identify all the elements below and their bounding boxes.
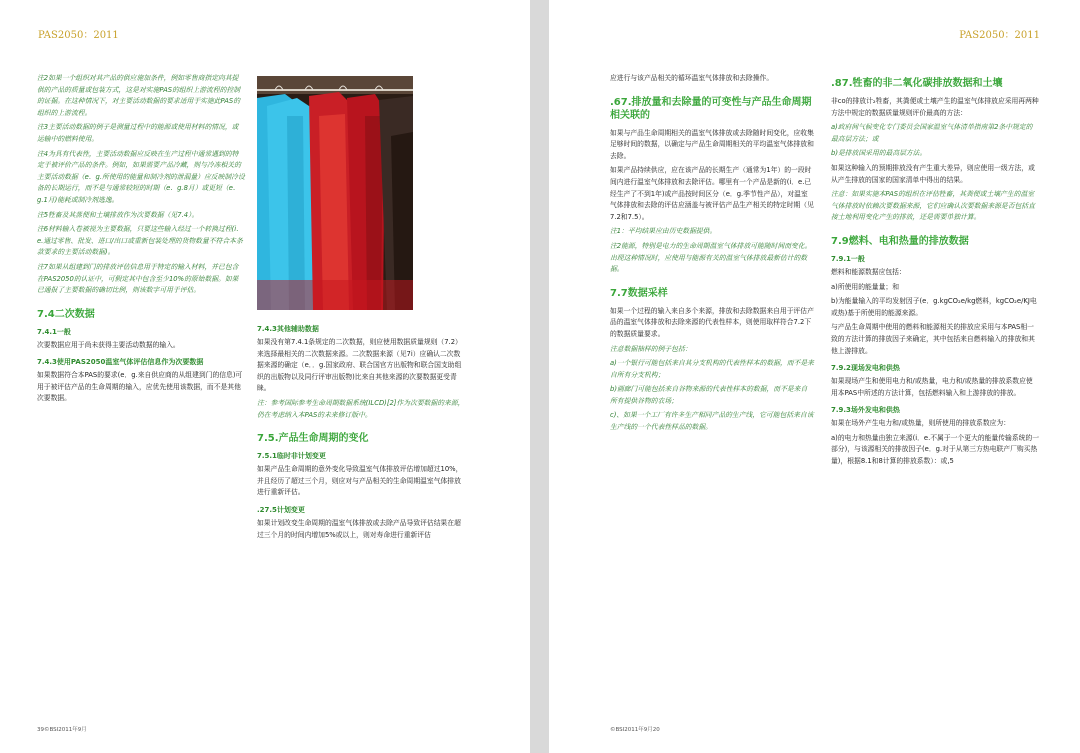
running-header: PAS2050：2011 xyxy=(38,30,119,41)
paragraph-7-4-4: 如果没有第7.4.1条规定的二次数据，则应使用数据质量规则（7.2）来选择最相关的二次数据来源。二次数据来源（见7i）应确认二次数据来源的确定（e．．g.国家政府、联合国官方出版物和联合国支助组织的出版物以及同行评审出版物)比来自其他来源的次要数据更受青睐。 xyxy=(257,338,462,393)
section-heading-7-4: 7.4二次数据 xyxy=(37,308,95,320)
note-livestock: 注意：如果实施本PAS的组织在评估牲畜，其粪便或土壤产生的温室气体排放时依赖次要数据来源，它们应确认次要数据来源是否包括直接土地利用变化产生的排放，还是需要单独计算。 xyxy=(831,190,1035,222)
list-item: b)是排放国采用的最高层方法。 xyxy=(831,149,927,158)
note-7: 注7如果从组建到门的排放评估信息用于特定的输入材料，并已包含在PAS2050的认证中，可假定其中包含至少10%的原始数据。如果已通报了主要数据的确切比例，则该数字可用于评估。 xyxy=(37,262,239,295)
paragraph-7-9-2: 如果现场产生和使用电力和/或热量，电力和/或热量的排放系数应使用本PAS中所述的方法计算，包括燃料输入和上游排放的排放。 xyxy=(831,377,1033,397)
note-ilcd: 注：参考国际参考生命周期数据系统(ILCD)[2]作为次要数据的来源，仍在考虑纳入本PAS的未来修订版中。 xyxy=(257,398,465,419)
paragraph-7-5-1: 如果产品生命周期的意外变化导致温室气体排放评估增加超过10%，并且经历了超过三个月，则应对与产品相关的生命周期温室气体排放进行重新评估。 xyxy=(257,465,463,497)
paragraph-7-6-2: 如果产品持续供应，应在该产品的长期生产（通常为1年）的一段时间内进行温室气体排放和去除评估。哪里有一个产品是新的(i．e.已经生产了不到1年)或产品按时间区分（e．g.季节性产品），对温室气体排放和去除的评估应涵盖与被评估产品生产相关的特定时期（见7.2和7.5）。 xyxy=(610,166,814,221)
list-item: c)、如果一个工厂有许多生产相同产品的生产线，它可能包括来自该生产线的一个代表性样品的数据。 xyxy=(610,411,814,432)
section-heading-7-8: .87.牲畜的非二氧化碳排放数据和土壤 xyxy=(831,78,1003,89)
paragraph-7-5-2: 如果计划改变生命周期的温室气体排放或去除产品导致评估结果在超过三个月的时间内增加5%或以上，则对寿命进行重新评估 xyxy=(257,518,461,539)
subsection-heading-7-5-1: 7.5.1临时非计划变更 xyxy=(257,452,326,461)
subsection-heading-7-4-1: 7.4.1一般 xyxy=(37,327,71,336)
page-footer: ©BSI2011年9月20 xyxy=(610,727,660,733)
paragraph-7-7: 如果一个过程的输入来自多个来源，排放和去除数据来自用于评估产品的温室气体排放和去除来源的代表性样本，则使用取样符合7.2下的数据质量要求。 xyxy=(610,306,814,338)
clothing-rack-photo xyxy=(257,76,413,310)
list-item: a)一个银行可能包括来自其分支机构的代表性样本的数据，而不是来自所有分支机构； xyxy=(610,359,814,379)
paragraph-7-9-3: 如果在场外产生电力和/或热量，则所使用的排放系数应为： xyxy=(831,419,1011,428)
note-4: 注4为具有代表性，主要活动数据应反映在生产过程中通常遇到的特定于被评价产品的条件。例如，如果需要产品冷藏，则与冷冻相关的主要活动数据（e．g.所使用的能量和制冷剂的泄漏量）应反映制冷设备的长期运行，而不是与通常较短的时期（e．g.8月）或更短（e．g.1月)能耗或制冷剂逃逸。 xyxy=(37,149,245,204)
list-item: b)为能量输入的平均发射因子(e．g.kgCO₂e/kg燃料，kgCO₂e/KJ电或热)基于所使用的能源来源。 xyxy=(831,297,1037,317)
paragraph-7-8-2: 如果这种输入的预期排放没有产生重大差异，则应使用一级方法，或从产生排放的国家的国家清单中得出的结果。 xyxy=(831,163,1035,184)
subsection-heading-7-4-3: 7.4.3使用PAS2050温室气体评估信息作为次要数据 xyxy=(37,358,204,367)
page-footer: 39©BSI2011年9月 xyxy=(37,727,87,733)
paragraph-7-4-1: 次要数据应用于尚未获得主要活动数据的输入。 xyxy=(37,340,180,349)
section-heading-7-6: .67.排放量和去除量的可变性与产品生命周期相关联的 xyxy=(610,96,812,121)
note-1: 注1：平均结果应由历史数据提供。 xyxy=(610,227,717,236)
note-2: 注2如果一个组织对其产品的供应施加条件，例如零售商指定向其提供的产品的质量或包装方式，这是对实施PAS的组织上游流程的控制的证据。在这种情况下，对主要活动数据的要求适用于实施此PAS的组织的上游流程。 xyxy=(37,74,241,117)
right-column-1 xyxy=(610,73,814,437)
list-item: a)政府间气候变化专门委员会国家温室气体清单指南第2条中规定的最高层方法；或 xyxy=(831,123,1033,143)
note-2: 注2能源，特别是电力的生命周期温室气体排放可能随时间而变化。出现这种情况时，应使用与能源有关的温室气体排放最新估计的数据。 xyxy=(610,241,812,274)
note-5: 注5牲畜及其蒸便和土壤排放作为次要数据（见7.4）。 xyxy=(37,210,199,219)
section-heading-7-5: 7.5.产品生命周期的变化 xyxy=(257,433,369,445)
running-header: PAS2050：2011 xyxy=(959,30,1040,41)
paragraph-7-9-1-2: 与产品生命周期中使用的燃料和能源相关的排放应采用与本PAS相一致的方法计算的排放因子来确定，其中包括来自燃料输入的排放和其他上游排放。 xyxy=(831,323,1035,355)
paragraph-7-8-1: 非co的排放计₂牲畜，其粪便或土壤产生的温室气体排放应采用再两种方法中规定的数据质量规则评价最高的方法： xyxy=(831,97,1039,117)
subsection-heading-7-9-2: 7.9.2现场发电和供热 xyxy=(831,364,900,373)
right-column-2 xyxy=(831,73,1039,471)
list-item: b)画廊门可能包括来自谷物来源的代表性样本的数据，而不是来自所有提供谷物的农场； xyxy=(610,385,808,405)
subsection-heading-7-5-2: .27.5计划变更 xyxy=(257,505,305,514)
note-sampling: 注意数据抽样的例子包括： xyxy=(610,344,692,353)
paragraph-7-6-1: 如果与产品生命周期相关的温室气体排放或去除随时间变化，应收集足够时间的数据，以确定与产品生命周期相关的平均温室气体排放和去除。 xyxy=(610,128,814,160)
left-page xyxy=(0,0,530,753)
left-column-2 xyxy=(257,318,465,544)
left-column-1 xyxy=(37,73,245,408)
paragraph-intro: 应进行与该产品相关的循环温室气体排放和去除操作。 xyxy=(610,74,774,82)
subsection-heading-7-4-4: 7.4.3其他辅助数据 xyxy=(257,325,319,333)
paragraph-7-4-3: 如果数据符合本PAS的要求(e．g.来自供应商的从组建到门的信息)可用于被评估产品的生命周期的输入，应优先使用该数据，而不是其他次要数据。 xyxy=(37,371,243,403)
right-page xyxy=(549,0,1080,753)
list-item: a)所使用的能量量；和 xyxy=(831,282,899,291)
section-heading-7-7: 7.7数据采样 xyxy=(610,287,668,299)
list-item: a)的电力和热量由独立来源(i．e.不属于一个更大的能量传输系统的一部分)，与该源相关的排放因子(e．g.对于从第三方热电联产厂购买热量)，根据8.1和8计算的排放系数）：或,5 xyxy=(831,433,1040,466)
subsection-heading-7-9-3: 7.9.3场外发电和供热 xyxy=(831,406,900,415)
paragraph-7-9-1: 燃料和能源数据应包括： xyxy=(831,267,906,276)
note-6: 注6材料输入卷被视为主要数据，只要这些输入经过一个转换过程(i．e.通过零售、批发、进口/出口或重新包装处理的货物数量不符合本条款要求的主要活动数据)。 xyxy=(37,225,243,257)
section-heading-7-9: 7.9燃料、电和热量的排放数据 xyxy=(831,235,969,247)
note-3: 注3主要活动数据的例子是测量过程中的能源或使用材料的情况，或运输中的燃料使用。 xyxy=(37,123,239,143)
subsection-heading-7-9-1: 7.9.1一般 xyxy=(831,254,865,263)
